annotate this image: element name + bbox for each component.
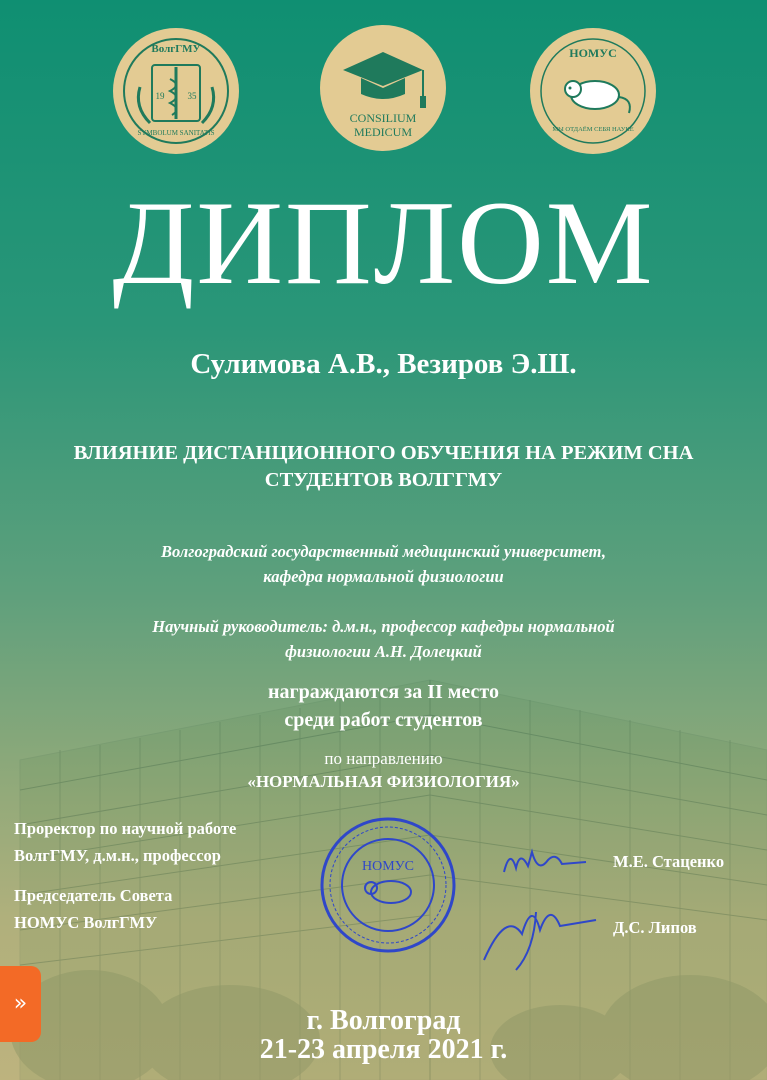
city-and-date: [0, 1006, 767, 1064]
nomus-stamp: [319, 816, 457, 954]
consilium-text-1: CONSILIUM: [349, 111, 417, 125]
signatory-2-role-line-2: НОМУС ВолгГМУ: [14, 913, 158, 932]
volggmu-motto: SYMBOLUM SANITATIS: [137, 129, 215, 137]
stamp-center-text: НОМУС: [362, 859, 414, 874]
next-page-button[interactable]: [0, 966, 41, 1042]
volggmu-logo-name: ВолгГМУ: [151, 43, 201, 55]
signature-1: [498, 838, 590, 882]
direction-line-2: «НОРМАЛЬНАЯ ФИЗИОЛОГИЯ»: [247, 772, 520, 791]
double-chevron-right-icon: »: [13, 991, 28, 1016]
signatory-1-role: [14, 815, 236, 869]
consilium-text-2: MEDICUM: [353, 125, 413, 139]
direction: [0, 747, 767, 793]
topic-line-2: СТУДЕНТОВ ВОЛГГМУ: [264, 469, 503, 491]
signatory-1-role-line-1: Проректор по научной работе: [14, 819, 237, 838]
city: г. Волгоград: [306, 1005, 461, 1036]
authors: Сулимова А.В., Везиров Э.Ш.: [190, 348, 577, 380]
award-line-2: среди работ студентов: [284, 709, 483, 731]
signatory-2-role: [14, 882, 172, 936]
university: [0, 539, 767, 589]
consilium-medicum-logo: [319, 24, 447, 152]
signatory-1-role-line-2: ВолгГМУ, д.м.н., профессор: [14, 846, 221, 865]
university-line-1: Волгоградский государственный медицинский университет,: [160, 542, 607, 561]
university-line-2: кафедра нормальной физиологии: [263, 567, 504, 586]
award-line-1: награждаются за II место: [268, 681, 499, 703]
nomus-logo-name: НОМУС: [569, 46, 617, 60]
date: 21-23 апреля 2021 г.: [259, 1034, 508, 1065]
supervisor-line-1: Научный руководитель: д.м.н., профессор кафедры нормальной: [152, 617, 615, 636]
diploma-title: ДИПЛОМ: [112, 176, 655, 309]
direction-line-1: по направлению: [324, 749, 443, 768]
nomus-logo: [529, 27, 657, 155]
volggmu-year-left: 19: [155, 91, 165, 101]
signature-2: [476, 890, 606, 974]
volggmu-year-right: 35: [187, 91, 197, 101]
award: [0, 678, 767, 734]
topic: [0, 440, 767, 494]
nomus-motto: МЫ ОТДАЁМ СЕБЯ НАУКЕ: [552, 126, 634, 133]
signatory-1-name: М.Е. Стаценко: [613, 852, 725, 871]
supervisor: [0, 614, 767, 664]
signatory-2-name: Д.С. Липов: [613, 918, 697, 937]
volggmu-logo: [112, 27, 240, 155]
signatory-2-role-line-1: Председатель Совета: [14, 886, 173, 905]
supervisor-line-2: физиологии А.Н. Долецкий: [285, 642, 482, 661]
topic-line-1: ВЛИЯНИЕ ДИСТАНЦИОННОГО ОБУЧЕНИЯ НА РЕЖИМ СНА: [73, 442, 694, 464]
